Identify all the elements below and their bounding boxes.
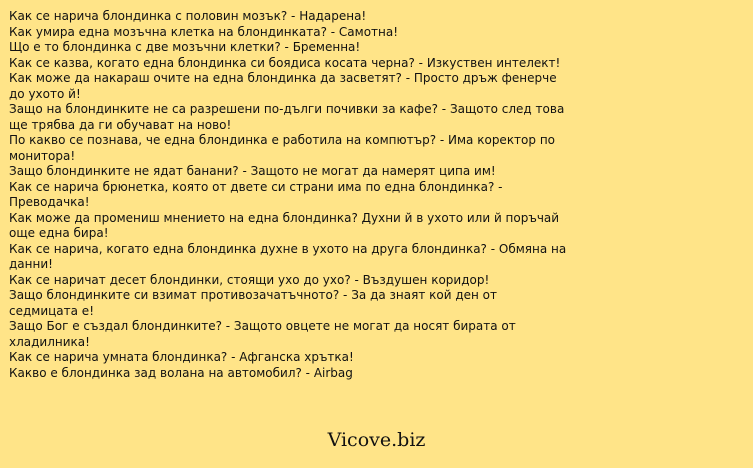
joke-item: Защо блондинките си взимат противозачатъчното? - За да знаят кой ден от седмицата е! <box>9 288 498 318</box>
joke-item: Как се наричат десет блондинки, стоящи ухо до ухо? - Въздушен коридор! <box>9 272 490 287</box>
joke-item: Какво е блондинка зад волана на автомобил? - Airbag <box>9 365 353 380</box>
joke-item: Как се нарича умната блондинка? - Афганска хрътка! <box>9 350 354 364</box>
joke-item: Как се нарича брюнетка, която от двете си страни има по една блондинка? - Преводачка! <box>9 179 503 209</box>
joke-item: Защо блондинките не ядат банани? - Защото не могат да намерят ципа им! <box>9 164 496 178</box>
joke-list <box>9 9 567 381</box>
site-name-footer: Vicove.biz <box>327 429 426 451</box>
joke-item: Що е то блондинка с две мозъчни клетки? - Бременна! <box>9 40 361 54</box>
joke-item: Как се нарича, когато една блондинка духне в ухото на друга блондинка? - Обмяна на данни! <box>9 241 567 271</box>
joke-item: Как се нарича блондинка с половин мозък? - Надарена! <box>9 9 367 23</box>
joke-item: Как може да промениш мнението на една блондинка? Духни й в ухото или й поръчай още една бира! <box>9 210 560 240</box>
joke-item: Защо Бог е създал блондинките? - Защото овцете не могат да носят бирата от хладилника! <box>9 319 516 349</box>
joke-item: Как умира една мозъчна клетка на блондинката? - Самотна! <box>9 24 399 39</box>
joke-item: Защо на блондинките не са разрешени по-дълги почивки за кафе? - Защото след това ще трябва да ги обучават на ново! <box>9 102 565 132</box>
joke-item: По какво се познава, че една блондинка е работила на компютър? - Има коректор по монитора! <box>9 133 556 163</box>
joke-item: Как се казва, когато една блондинка си боядиса косата черна? - Изкуствен интелект! <box>9 55 561 70</box>
joke-item: Как може да накараш очите на една блондинка да засветят? - Просто дръж фенерче до ухото й! <box>9 71 557 101</box>
